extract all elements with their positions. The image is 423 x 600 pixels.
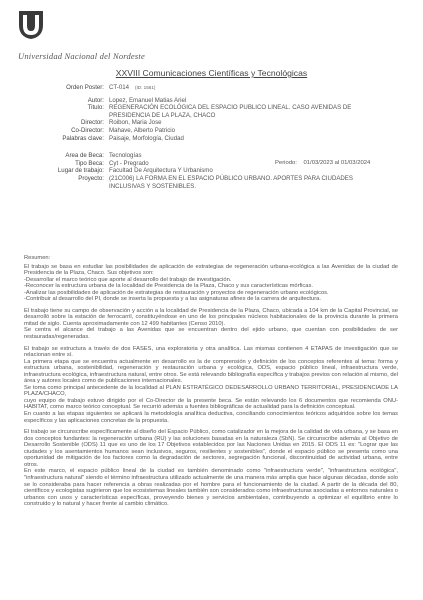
codirector-value: Mahave, Alberto Patricio — [109, 126, 176, 134]
abstract-text: El trabajo tiene su campo de observación y acción a la localidad de Presidencia de la Plaza, Chaco, ubicada a 104 km de la Capital Provincial, se desarrolló sobre la estación de ferrocarril, constituyéndose en uno de los principales núcleos habitacionales de la provincia durante la primera mitad de siglo. Cuenta aproximadamente con 12 499 habitantes (Censo 2010). — [24, 307, 398, 327]
objective-item: -Reconocer la estructura urbana de la localidad de Presidencia de la Plaza, Chaco y sus características mórficas. — [24, 283, 313, 290]
abstract-text: La primera etapa que se encuentra actualmente en desarrollo es la de comprensión y definición de los conceptos referentes al tema: forma y estructura urbana, sostenibilidad, regeneración y restauración urbana y ecológica, ODS, espacio público lineal, infraestructura verde, infraestructura ecológica, infraestructura natural, entre otros. Se está relevando bibliografía específica y trabajos previos con relación al mismo, del área y autores locales como de publicaciones internacionales. — [24, 358, 398, 385]
orden-value-wrap — [109, 84, 423, 92]
abstract-text: El trabajo se estructura a través de dos FASES, una exploratoria y otra analítica. Las mismas contienen 4 ETAPAS de investigación que se relacionan entre sí. — [24, 345, 398, 359]
director-label: Director: — [80, 119, 104, 127]
periodo — [275, 160, 370, 168]
abstract-paragraph — [24, 429, 398, 508]
abstract-text: En este marco, el espacio público lineal de la ciudad es también denominado como "infraestructura verde", "infraestructura ecológica", "infraestructura natural" siendo el término infraestructura utilizado actualmente de una manera más amplia que hace algunas décadas, donde solo se lo consideraba para hacer referencia a obras realizadas por el hombre para el funcionamiento de la ciudad. A partir de la década del 80, científicos y ecologistas sugirieron que los ecosistemas lineales también son considerados como infraestructuras asociadas a entornos naturales o urbanos con usos y características específicas, proveyendo bienes y servicios ambientales, contribuyendo a optimizar el equilibrio entre lo construido y lo natural y hacer frente al cambio climático. — [24, 468, 398, 508]
university-header — [18, 10, 208, 61]
meta-row-area — [0, 152, 423, 160]
meta-row-palabras — [0, 135, 423, 143]
director-value: Roibon, Maria Jose — [109, 119, 162, 127]
abstract-text: cuyo equipo de trabajo estuvo dirigido por el Co-Director de la presente beca. Se están relevando los 6 documentos que recomienda ONU-HABITAT, como marco teórico conceptual. Se recurrió además a fuentes bibliográficas de actualidad para la definición conceptual. — [24, 397, 398, 411]
lugar-label: Lugar de trabajo: — [57, 167, 104, 175]
objective-item: -Analizar las posibilidades de aplicación de estrategias de restauración y proyectos de regeneración urbano ecológicos. — [24, 289, 329, 296]
titulo-value: REGENERACIÓN ECOLÓGICA DEL ESPACIO PUBLICO LINEAL. CASO AVENIDAS DE PRESIDENCIA DE LA PLAZA, CHACO — [109, 104, 352, 119]
proyecto-label: Proyecto: — [78, 174, 104, 182]
abstract-text: El trabajo se basa en estudiar las posibilidades de aplicación de estrategias de regeneración urbana-ecológica a las Avenidas de la ciudad de Presidencia de la Plaza, Chaco. Sus objetivos son: — [24, 263, 398, 277]
periodo-value: 01/03/2023 al 01/03/2024 — [303, 159, 371, 166]
meta-row-lugar — [0, 167, 423, 175]
lugar-value: Facultad De Arquitectura Y Urbanismo — [109, 167, 213, 175]
meta-row-tipo — [0, 160, 423, 168]
periodo-label: Periodo: — [275, 159, 297, 166]
abstract-text: En cuanto a las etapas siguientes se aplicará la metodología analítica deductiva, conciliando conocimientos teóricos adquiridos sobre los temas específicos y las aplicaciones concretas de la propuesta. — [24, 411, 398, 424]
orden-label: Orden Poster: — [66, 84, 104, 91]
titulo-label: Titulo: — [87, 104, 104, 112]
meta-row-orden — [0, 84, 423, 92]
meta-row-autor — [0, 97, 423, 105]
document-title — [0, 68, 423, 78]
meta-row-director — [0, 119, 423, 127]
objective-item: -Desarrollar el marco teórico que aporte al desarrollo del trabajo de investigación. — [24, 276, 232, 283]
abstract-paragraph — [24, 346, 398, 425]
area-value: Tecnologías — [109, 152, 142, 160]
document-title-text: XXVIII Comunicaciones Científicas y Tecnológicas — [115, 68, 308, 78]
university-name: Universidad Nacional del Nordeste — [18, 51, 145, 61]
palabras-label: Palabras clave: — [62, 134, 104, 142]
proyecto-value: (21C006) LA FORMA EN EL ESPACIO PÚBLICO URBANO. APORTES PARA CIUDADES INCLUSIVAS Y SOSTENIBLES. — [109, 174, 353, 190]
objective-item: -Contribuir al desarrollo del PI, donde se inserta la propuesta y a las asignaturas afines de la carrera de arquitectura. — [24, 296, 321, 303]
abstract-paragraph — [24, 308, 398, 341]
abstract-heading: Resumen: — [24, 255, 51, 261]
palabras-value: Paisaje, Morfología, Ciudad — [109, 134, 184, 142]
meta-row-proyecto — [0, 175, 423, 190]
area-label: Area de Beca: — [65, 152, 104, 160]
codirector-label: Co-Director: — [71, 126, 104, 134]
orden-value: CT-014 — [109, 84, 129, 91]
tipo-label: Tipo Beca: — [75, 159, 104, 167]
abstract — [24, 255, 398, 513]
meta-row-codirector — [0, 127, 423, 135]
abstract-text: El trabajo se circunscribe específicamente al diseño del Espacio Público, como catalizador en la mejora de la calidad de vida urbana, y se basa en dos conceptos fundantes: la regeneración urbana (RU) y las soluciones basadas en la naturaleza (SbN). Se circunscribe además al Objetivo de Desarrollo Sostenible (ODS) 11 que es uno de los 17 Objetivos establecidos por las Naciones Unidas en 2015. El ODS 11 es: "Lograr que las ciudades y los asentamientos humanos sean inclusivos, seguros, resilientes y sostenibles", donde el espacio público se presenta como una oportunidad de mitigación de los factores como la degradación de sectores, segregación funcional, discontinuidad de actividad urbana, entre otros. — [24, 429, 398, 468]
abstract-paragraph — [24, 264, 398, 303]
autor-label: Autor: — [87, 96, 104, 104]
meta-row-titulo — [0, 104, 423, 119]
tipo-value: Cyt - Pregrado — [109, 159, 149, 167]
abstract-text: Se toma como principal antecedente de la localidad al PLAN ESTRATÉGICO DEDESARROLLO URBANO TERRITORIAL, PRESIDENCIADE LA PLAZA/CHACO, — [24, 384, 398, 398]
orden-id: (ID: 1561) — [134, 85, 156, 90]
university-logo-icon — [18, 10, 44, 40]
autor-value: Lopez, Emanuel Matias Ariel — [109, 96, 187, 104]
abstract-text: Se centra el alcance del trabajo a las Avenidas que se encuentran dentro del ejido urbano, que cuentan con posibilidades de ser restauradas/regeneradas. — [24, 327, 398, 341]
poster-metadata — [0, 84, 423, 190]
